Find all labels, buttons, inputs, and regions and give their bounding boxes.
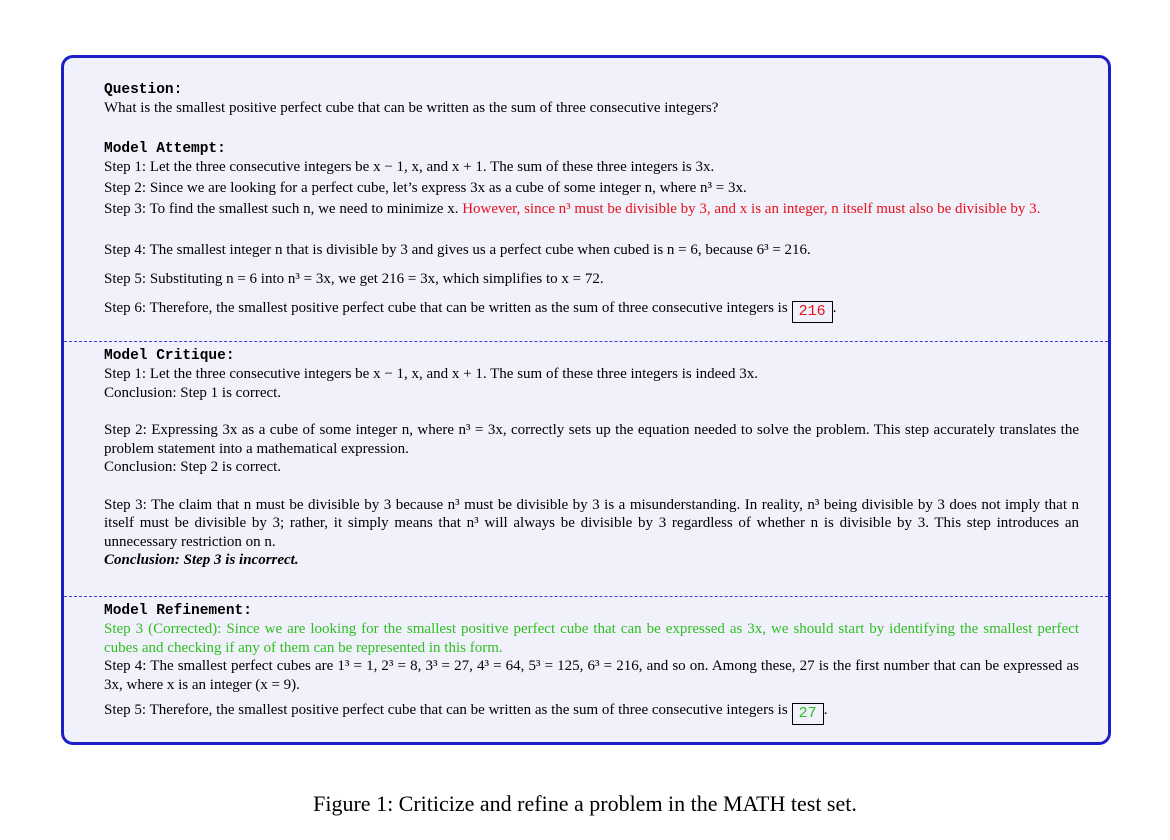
critique-heading: Model Critique:	[104, 348, 235, 364]
refinement-step-4: Step 4: The smallest perfect cubes are 1³ = 1, 2³ = 8, 3³ = 27, 4³ = 64, 5³ = 125, 6³ = 216, and so on. Among these, 27 is the first number that can be expressed as 3x, where x is an integer (x = 9).	[104, 658, 1079, 693]
attempt-answer-box: 216	[792, 301, 833, 323]
critique-step-1: Step 1: Let the three consecutive integers be x − 1, x, and x + 1. The sum of these three integers is indeed 3x.	[104, 366, 758, 382]
refinement-answer-box: 27	[792, 703, 824, 725]
attempt-step-2: Step 2: Since we are looking for a perfect cube, let’s express 3x as a cube of some integer n, where n³ = 3x.	[104, 180, 747, 196]
refinement-step-5-text: Step 5: Therefore, the smallest positive perfect cube that can be written as the sum of three consecutive integers is	[104, 702, 788, 718]
question-heading: Question:	[104, 82, 183, 98]
question-text: What is the smallest positive perfect cube that can be written as the sum of three consecutive integers?	[104, 100, 719, 116]
example-panel	[61, 55, 1111, 745]
critique-conclusion-3: Conclusion: Step 3 is incorrect.	[104, 552, 299, 568]
attempt-step-4: Step 4: The smallest integer n that is divisible by 3 and gives us a perfect cube when cubed is n = 6, because 6³ = 216.	[104, 242, 811, 258]
figure-caption: Figure 1: Criticize and refine a problem in the MATH test set.	[313, 791, 857, 816]
attempt-step-1: Step 1: Let the three consecutive integers be x − 1, x, and x + 1. The sum of these three integers is 3x.	[104, 159, 715, 175]
refinement-step-3: Step 3 (Corrected): Since we are looking for the smallest positive perfect cube that can be expressed as 3x, we should start by identifying the smallest perfect cubes and checking if any of them can be represented in this form.	[104, 621, 1079, 656]
refinement-heading: Model Refinement:	[104, 603, 252, 619]
attempt-step-3-text: Step 3: To find the smallest such n, we need to minimize x.	[104, 201, 459, 217]
attempt-step-6-text: Step 6: Therefore, the smallest positive perfect cube that can be written as the sum of three consecutive integers is	[104, 300, 788, 316]
section-divider-1	[64, 341, 1108, 342]
critique-step-3: Step 3: The claim that n must be divisible by 3 because n³ must be divisible by 3 is a misunderstanding. In reality, n³ being divisible by 3 does not imply that n itself must be divisible by 3; rather, it simply means that n³ will always be divisible by 3 regardless of whether n is divisible by 3. This step introduces an unnecessary restriction on n.	[104, 496, 1079, 550]
critique-step-2: Step 2: Expressing 3x as a cube of some integer n, where n³ = 3x, correctly sets up the equation needed to solve the problem. This step accurately translates the problem statement into a mathematical expression.	[104, 422, 1079, 457]
critique-conclusion-2: Conclusion: Step 2 is correct.	[104, 459, 282, 475]
attempt-section	[104, 140, 1079, 320]
refinement-section	[104, 602, 1079, 725]
attempt-step-3	[104, 200, 1079, 219]
attempt-step-6: Step 6: Therefore, the smallest positive perfect cube that can be written as the sum of three consecutive integers is 216 .	[104, 299, 1079, 323]
attempt-heading: Model Attempt:	[104, 141, 226, 157]
attempt-step-3-error: However, since n³ must be divisible by 3, and x is an integer, n itself must also be divisible by 3.	[462, 201, 1041, 217]
refinement-step-5: Step 5: Therefore, the smallest positive perfect cube that can be written as the sum of three consecutive integers is 27 .	[104, 701, 1079, 725]
question-section	[104, 81, 1079, 118]
critique-section	[104, 347, 1079, 570]
section-divider-2	[64, 596, 1108, 597]
attempt-step-5: Step 5: Substituting n = 6 into n³ = 3x, we get 216 = 3x, which simplifies to x = 72.	[104, 271, 604, 287]
critique-conclusion-1: Conclusion: Step 1 is correct.	[104, 384, 282, 401]
